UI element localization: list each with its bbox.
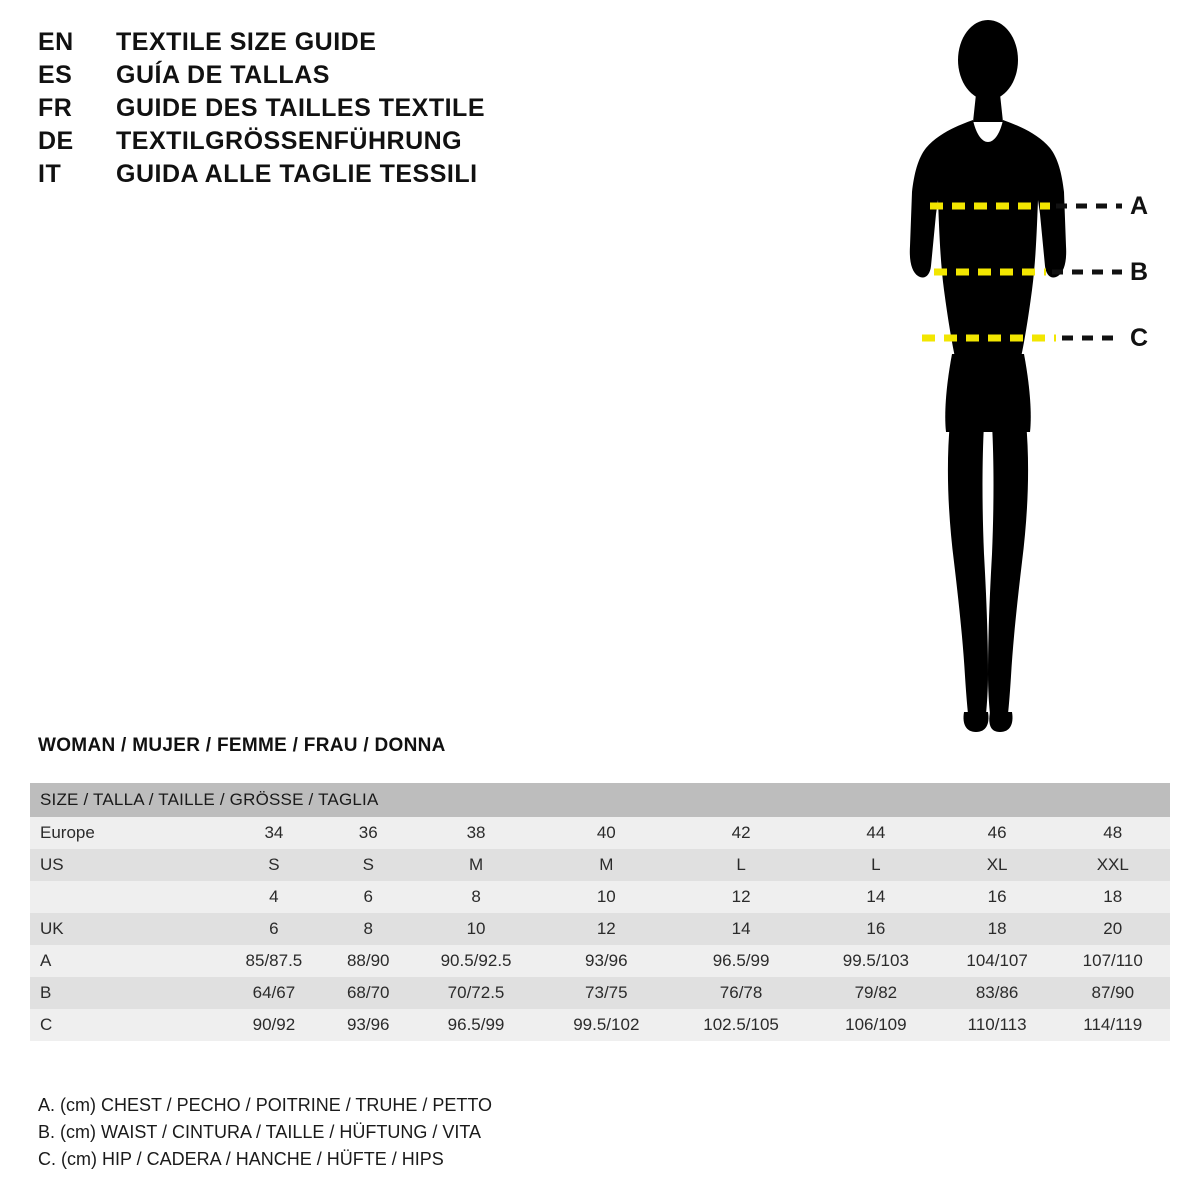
cell: 90.5/92.5 (409, 945, 544, 977)
row-label-b: B (30, 977, 220, 1009)
cell: L (813, 849, 939, 881)
title-block (38, 28, 558, 193)
cell: 76/78 (669, 977, 813, 1009)
cell: 16 (813, 913, 939, 945)
cell: 12 (543, 913, 669, 945)
cell: 6 (328, 881, 409, 913)
title-lang-en: EN (38, 28, 74, 56)
cell: 10 (409, 913, 544, 945)
cell: 104/107 (939, 945, 1056, 977)
table-row (30, 817, 1170, 849)
table-header-label: SIZE / TALLA / TAILLE / GRÖSSE / TAGLIA (30, 783, 1170, 817)
cell: XXL (1056, 849, 1170, 881)
table-header-row (30, 783, 1170, 817)
row-label-europe: Europe (30, 817, 220, 849)
cell: 107/110 (1056, 945, 1170, 977)
title-row (38, 127, 558, 160)
cell: 73/75 (543, 977, 669, 1009)
title-row (38, 94, 558, 127)
title-row (38, 61, 558, 94)
cell: 8 (409, 881, 544, 913)
footnote-c: C. (cm) HIP / CADERA / HANCHE / HÜFTE / HIPS (38, 1149, 444, 1169)
cell: 96.5/99 (669, 945, 813, 977)
title-lang-fr: FR (38, 94, 73, 122)
cell: 12 (669, 881, 813, 913)
cell: 102.5/105 (669, 1009, 813, 1041)
cell: L (669, 849, 813, 881)
table-row (30, 881, 1170, 913)
table-row (30, 849, 1170, 881)
cell: 106/109 (813, 1009, 939, 1041)
size-table (30, 783, 1170, 1041)
row-label-us: US (30, 849, 220, 881)
cell: 64/67 (220, 977, 328, 1009)
title-text-es: GUÍA DE TALLAS (116, 61, 330, 89)
cell: 99.5/103 (813, 945, 939, 977)
cell: S (328, 849, 409, 881)
table-row (30, 1009, 1170, 1041)
marker-label-a: A (1130, 192, 1149, 220)
footnote-b: B. (cm) WAIST / CINTURA / TAILLE / HÜFTUNG / VITA (38, 1122, 482, 1142)
cell: 14 (669, 913, 813, 945)
row-label-c: C (30, 1009, 220, 1041)
cell: M (409, 849, 544, 881)
title-text-de: TEXTILGRÖSSENFÜHRUNG (116, 127, 463, 155)
row-label-us-numeric (30, 881, 220, 913)
cell: 36 (328, 817, 409, 849)
cell: 87/90 (1056, 977, 1170, 1009)
cell: 14 (813, 881, 939, 913)
cell: S (220, 849, 328, 881)
cell: 18 (939, 913, 1056, 945)
cell: 90/92 (220, 1009, 328, 1041)
cell: 85/87.5 (220, 945, 328, 977)
female-silhouette-icon (860, 14, 1180, 744)
cell: M (543, 849, 669, 881)
cell: 44 (813, 817, 939, 849)
title-lang-es: ES (38, 61, 73, 89)
cell: 10 (543, 881, 669, 913)
table-row (30, 945, 1170, 977)
title-text-fr: GUIDE DES TAILLES TEXTILE (116, 94, 486, 122)
cell: 79/82 (813, 977, 939, 1009)
footnote-a: A. (cm) CHEST / PECHO / POITRINE / TRUHE / PETTO (38, 1095, 493, 1115)
footnotes (38, 1092, 738, 1173)
cell: 68/70 (328, 977, 409, 1009)
cell: 20 (1056, 913, 1170, 945)
cell: 114/119 (1056, 1009, 1170, 1041)
cell: 83/86 (939, 977, 1056, 1009)
table-row (30, 913, 1170, 945)
cell: 48 (1056, 817, 1170, 849)
row-label-a: A (30, 945, 220, 977)
cell: XL (939, 849, 1056, 881)
table-row (30, 977, 1170, 1009)
cell: 6 (220, 913, 328, 945)
cell: 4 (220, 881, 328, 913)
cell: 99.5/102 (543, 1009, 669, 1041)
marker-label-b: B (1130, 258, 1149, 286)
cell: 93/96 (543, 945, 669, 977)
cell: 93/96 (328, 1009, 409, 1041)
cell: 42 (669, 817, 813, 849)
cell: 40 (543, 817, 669, 849)
cell: 110/113 (939, 1009, 1056, 1041)
title-row (38, 160, 558, 193)
row-label-uk: UK (30, 913, 220, 945)
cell: 18 (1056, 881, 1170, 913)
cell: 88/90 (328, 945, 409, 977)
marker-label-c: C (1130, 324, 1149, 352)
cell: 38 (409, 817, 544, 849)
cell: 8 (328, 913, 409, 945)
section-heading-woman: WOMAN / MUJER / FEMME / FRAU / DONNA (38, 735, 446, 756)
title-row (38, 28, 558, 61)
title-text-it: GUIDA ALLE TAGLIE TESSILI (116, 160, 478, 188)
figure-illustration (860, 14, 1180, 744)
cell: 96.5/99 (409, 1009, 544, 1041)
cell: 46 (939, 817, 1056, 849)
title-lang-de: DE (38, 127, 74, 155)
cell: 16 (939, 881, 1056, 913)
title-text-en: TEXTILE SIZE GUIDE (116, 28, 377, 56)
title-lang-it: IT (38, 160, 62, 188)
cell: 34 (220, 817, 328, 849)
cell: 70/72.5 (409, 977, 544, 1009)
